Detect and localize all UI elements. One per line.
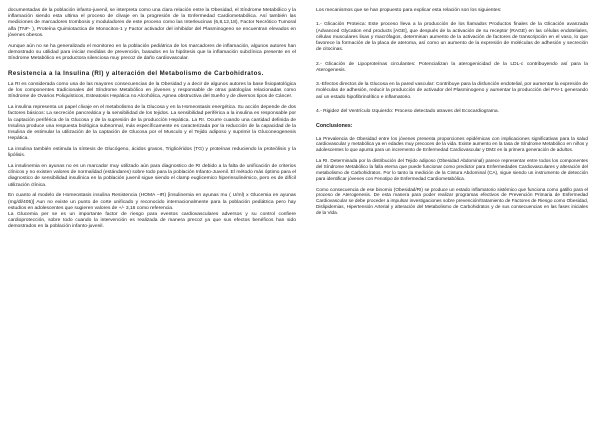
- paragraph-homa-ir: En cuanto al modelo de Homeostasis insulina Resistencia (HOMA –IR) [insulinemia en ayunas mu ( U/ml) x Glucemia en ayunas (mg/dl/405)] Aun no existe un punto de corte unificado y reconocido internacionalmente para la población pediátrica pero hay estudios en adolescentes que sugieren valores de +/- 3,16 como referencia.: [8, 193, 296, 211]
- paragraph-insulin-synthesis: La insulina también estimula la síntesis de Glucógeno, ácidos grasos, Triglicéridos (TG) y proteínas reduciendo la proteólisis y la lipólisis.: [8, 147, 296, 159]
- conclusion-3-inflammation-prevention: Como consecuencia de ese binomio (Obesidad/RI) se produce un estado inflamatorio sistémico que funciona como gatillo para el proceso de Aterogenesis. De esta manera para poder realizar programas efectivos de Prevención Primaria de Enfermedad Cardiovascular se debe proceder a impulsar investigaciones sobre prevención/tratamiento de Factores de Riesgo como Obesidad, Dislipidemias, Hipertensión Arterial y alteración del Metabolismo de Carbohidratos y de sus consecuencias en las fases iniciales de la Vida.: [316, 186, 588, 216]
- paragraph-ri-definition: La RI es considerada como una de las mayores consecuencias de la Obesidad y a decir de algunos autores la base fisiopatológica de los componentes tradicionales del Síndrome Metabólico en jóvenes y responsable de otras patologías relacionadas como Síndrome de Ovarios Poliquísticos, Esteatosis Hepática no Alcohólica, Apnea obstructiva del Sueño y de diversos tipos de Cáncer.: [8, 82, 296, 100]
- paragraph-fasting-insulinemia: La insulinemia en ayunas no es un marcador muy utilizado aún para diagnostico de RI debido a la falta de unificación de criterios clínicos y no existen valores de normalidad (estándares) sobre todo para la población Infanto-Juvenil. El método más óptimo para el diagnostico de sensibilidad insulínica en la población juvenil sigue siendo el clamp euglicemico hiperinsulinémico, pero es de difícil utilización clínica.: [8, 164, 296, 188]
- paragraph-insulin-role: La insulina representa un papel clivaje en el metabolismo de la Glucosa y en la Homeostasis energética. Su acción depende de dos factores básicos: La secreción pancreática y la sensibilidad de los tejidos. La sensibilidad periférica a la insulina es responsable por la captación periférica de la Glucosa y de la supresión de la producción Hepática. La RI. Ocurre cuando una cantidad definida de Insulina produce una respuesta biológica subnormal, más específicamente es caracterizada por la reducción de la capacidad de la Insulina de estimular la utilización de la captación de Glucosa por el Musculo y el Tejido adiposo y suprimir la Gluconeogenesis Hepática.: [8, 105, 296, 142]
- section-title-insulin-resistance: Resistencia a la Insulina (RI) y alteración del Metabolismo de Carbohidratos.: [8, 69, 264, 77]
- mechanism-1-protein-glycation: 1.- Glicación Proteica: Este proceso lleva a la producción de los llamados Productos finales de la Glicación avanzada (Advanced Glycation end products [AGE], que después de la activación de su receptor (RAGE) en las células endoteliales, células musculares lisas y macrófagos, determinan aumento de la activación de factores de transcripción en el vaso, lo que favorece la formación de la placa de ateroma, así como un aumento de la expresión de moléculas de adhesión y secreción de citocinas.: [316, 22, 588, 53]
- conclusions-title: Conclusiones:: [316, 123, 353, 130]
- paragraph-inflammation-markers: documentadas de la población infanto-juvenil, se interpreta como una clara relación entre la Obesidad, el Síndrome Metabólico y la inflamación siendo esta ultima el proceso de clivaje en la progresión de la Enfermedad Cardiometabólica. Así también las mediciones de marcadores trombosis y moduladores de este proceso como las Interleucinas (6,8,12,18), Factor Necrótico Tumoral alfa (TNF- ), Proteína Quimiotactica de Monocitos-1 y Factor activador del inhibidor del Plasminogeno se encuentran elevados en jóvenes obesos.: [8, 8, 296, 38]
- left-column: [8, 8, 296, 420]
- mechanism-4-ventricle-stiffness: 4.- Rigidez del Ventrículo Izquierdo: Proceso detectado atraves del Ecocardiograma.: [316, 108, 499, 114]
- conclusion-2-insulin-resistance: La RI. Determinada por la distribución del Tejido adiposo (Obesidad Abdominal) parece representar entre todos los componentes del Síndrome Metabólico la falla eterna que puede funcionar como predictor para Enfermedades Cardiovasculares y alteración del metabolismo de Carbohidratos. Por lo tanto la medición de la Cintura Abdominal (CA), sigue siendo un instrumento de detección para identificar jóvenes con Fenotipo de Enfermedad Cardiometabólica.: [316, 158, 588, 181]
- mechanism-3-glucose-vascular: 3.-Efectos directos de la Glucosa en la pared vascular: Contribuye para la disfunción endotelial, por aumentar la expresión de moléculas de adhesión, reducir la producción de activador del Plasminogeno y aumentar la producción del PAI-1 generando así un estado hipofibrinolítico e inflamatorio.: [316, 82, 588, 100]
- conclusion-1-obesity-prevalence: La Prevalencia de Obesidad entre los jóvenes presenta proporciones epidémicas con implicaciones significativas para la salud cardiovascular y metabólica ya en edades muy precoces de la vida. Existe aumento en la tasa de Síndrome Metabólico en niños y adolescentes lo que apunta para un incremento de Enfermedad Cardiovascular y DM2 en la primera generación de adultos.: [316, 135, 588, 153]
- mechanism-2-lipoprotein-glycation: 2.- Glicación de Lipoproteínas circulantes: Potencializan la aterogenicidad de la LDL-c contribuyendo así para la Aterogenesis.: [316, 61, 588, 73]
- mechanisms-intro: Los mecanismos que se han propuesto para explicar esta relación son los siguientes:: [316, 8, 502, 13]
- paragraph-monitoring: Aunque aún no se ha generalizado el monitoreo en la población pediátrica de los marcadores de inflamación, algunos autores han demostrado su utilidad para iniciar medidas de prevención, basados en la hipótesis que la inflamación subclínica presente en el Síndrome Metabólico es productora silenciosa muy precoz de daño cardiovascular.: [8, 43, 296, 62]
- right-column: [316, 8, 588, 420]
- paragraph-glycemia-risk: La Glucemia per se es un importante factor de riesgo para eventos cardiovasculares adversos y su control confiere cardioprotección, sobre todo cuando la intervención es realizada de manera precoz ya que sus efectos benéficos han sido demostrados en la población infanto-juvenil.: [8, 212, 296, 230]
